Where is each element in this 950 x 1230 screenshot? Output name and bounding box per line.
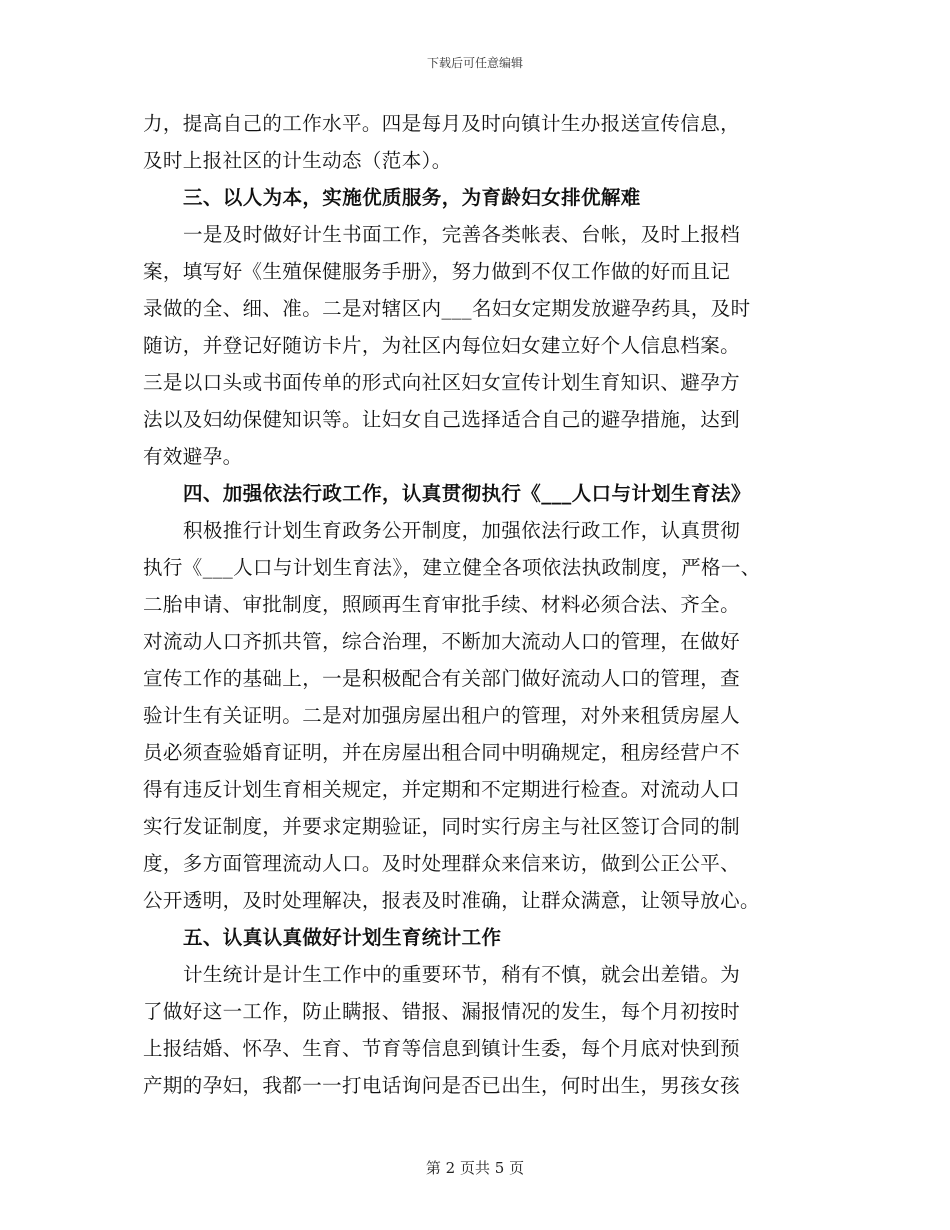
paragraph-line: 力，提高自己的工作水平。四是每月及时向镇计生办报送宣传信息， (143, 112, 741, 135)
paragraph-line: 执行《___人口与计划生育法》，建立健全各项依法执政制度，严格一、 (143, 556, 761, 579)
document-body (143, 105, 813, 1104)
paragraph-line: 录做的全、细、准。二是对辖区内___名妇女定期发放避孕药具，及时 (143, 297, 751, 320)
paragraph-line: 公开透明，及时处理解决，报表及时准确，让群众满意，让领导放心。 (143, 889, 760, 912)
section-heading: 三、以人为本，实施优质服务，为育龄妇女排优解难 (183, 186, 641, 209)
paragraph-line: 了做好这一工作，防止瞒报、错报、漏报情况的发生，每个月初按时 (143, 1000, 741, 1023)
paragraph-line: 三是以口头或书面传单的形式向社区妇女宣传计划生育知识、避孕方 (143, 371, 741, 394)
paragraph-line: 积极推行计划生育政务公开制度，加强依法行政工作，认真贯彻 (183, 519, 741, 542)
paragraph-line: 计生统计是计生工作中的重要环节，稍有不慎，就会出差错。为 (183, 963, 741, 986)
paragraph-line: 员必须查验婚育证明，并在房屋出租合同中明确规定，租房经营户不 (143, 741, 741, 764)
section-heading: 五、认真认真做好计划生育统计工作 (183, 926, 502, 949)
paragraph-line: 随访，并登记好随访卡片，为社区内每位妇女建立好个人信息档案。 (143, 334, 741, 357)
page-footer: 第 2 页共 5 页 (425, 1159, 525, 1177)
section-heading: 四、加强依法行政工作，认真贯彻执行《___人口与计划生育法》 (183, 482, 751, 505)
paragraph-line: 二胎申请、审批制度，照顾再生育审批手续、材料必须合法、齐全。 (143, 593, 741, 616)
paragraph-line: 一是及时做好计生书面工作，完善各类帐表、台帐，及时上报档 (183, 223, 741, 246)
paragraph-line: 法以及妇幼保健知识等。让妇女自己选择适合自己的避孕措施，达到 (143, 408, 741, 431)
paragraph-line: 实行发证制度，并要求定期验证，同时实行房主与社区签订合同的制 (143, 815, 741, 838)
paragraph-line: 度，多方面管理流动人口。及时处理群众来信来访，做到公正公平、 (143, 852, 741, 875)
paragraph-line: 产期的孕妇，我都一一打电话询问是否已出生，何时出生，男孩女孩 (143, 1074, 741, 1097)
paragraph-line: 案，填写好《生殖保健服务手册》，努力做到不仅工作做的好而且记 (143, 260, 731, 283)
page-header: 下载后可任意编辑 (426, 56, 523, 70)
paragraph-line: 验计生有关证明。二是对加强房屋出租户的管理，对外来租赁房屋人 (143, 704, 741, 727)
paragraph-line: 及时上报社区的计生动态（范本）。 (143, 149, 452, 172)
paragraph-line: 上报结婚、怀孕、生育、节育等信息到镇计生委，每个月底对快到预 (143, 1037, 741, 1060)
paragraph-line: 有效避孕。 (143, 445, 243, 468)
paragraph-line: 得有违反计划生育相关规定，并定期和不定期进行检查。对流动人口 (143, 778, 741, 801)
paragraph-line: 对流动人口齐抓共管，综合治理，不断加大流动人口的管理，在做好 (143, 630, 741, 653)
paragraph-line: 宣传工作的基础上，一是积极配合有关部门做好流动人口的管理，查 (143, 667, 741, 690)
